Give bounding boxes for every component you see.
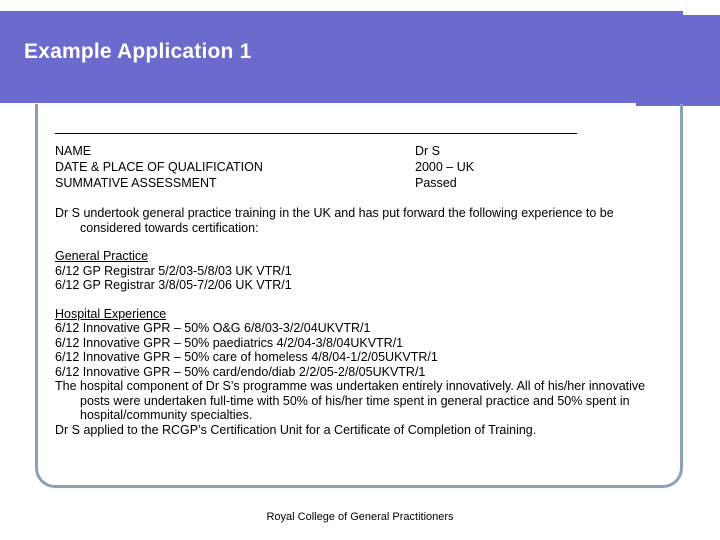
general-practice-section xyxy=(55,249,667,293)
list-item: 6/12 GP Registrar 5/2/03-5/8/03 UK VTR/1 xyxy=(55,263,292,278)
hospital-heading: Hospital Experience xyxy=(55,306,167,321)
page-title: Example Application 1 xyxy=(24,40,252,63)
summary-value: Dr S xyxy=(415,144,440,158)
title-banner xyxy=(0,11,720,106)
banner-notch xyxy=(683,11,720,15)
footer-text: Royal College of General Practitioners xyxy=(266,511,454,523)
closing-statement: Dr S applied to the RCGP’s Certification Unit for a Certificate of Completion of Training. xyxy=(55,422,537,437)
summary-value: Passed xyxy=(415,176,457,190)
list-item: 6/12 Innovative GPR – 50% paediatrics 4/2/04-3/8/04UKVTR/1 xyxy=(55,335,404,350)
summary-row-qualification xyxy=(55,160,667,176)
summary-row-name xyxy=(55,144,667,160)
summary-table xyxy=(55,144,667,192)
summary-value: 2000 – UK xyxy=(415,160,475,174)
list-item: 6/12 GP Registrar 3/8/05-7/2/06 UK VTR/1 xyxy=(55,278,292,292)
list-item: 6/12 Innovative GPR – 50% O&G 6/8/03-3/2/04UKVTR/1 xyxy=(55,321,371,335)
summary-key: NAME xyxy=(55,144,92,158)
summary-key: SUMMATIVE ASSESSMENT xyxy=(55,176,217,190)
list-item: 6/12 Innovative GPR – 50% card/endo/diab 2/2/05-2/8/05UKVTR/1 xyxy=(55,364,426,379)
intro-paragraph: Dr S undertook general practice training in the UK and has put forward the following experience to be considered towards certification: xyxy=(55,206,614,235)
document-body xyxy=(55,133,667,437)
hospital-section xyxy=(55,307,667,438)
general-practice-heading: General Practice xyxy=(55,249,149,263)
top-rule xyxy=(55,133,577,134)
summary-row-assessment xyxy=(55,176,667,192)
summary-key: DATE & PLACE OF QUALIFICATION xyxy=(55,160,263,174)
hospital-note: The hospital component of Dr S’s programme was undertaken entirely innovatively. All of his/her innovative posts were undertaken full-time with 50% of his/her time spent in general practice and 50% spent in hospital/community specialties. xyxy=(55,379,646,422)
list-item: 6/12 Innovative GPR – 50% care of homeless 4/8/04-1/2/05UKVTR/1 xyxy=(55,350,438,364)
